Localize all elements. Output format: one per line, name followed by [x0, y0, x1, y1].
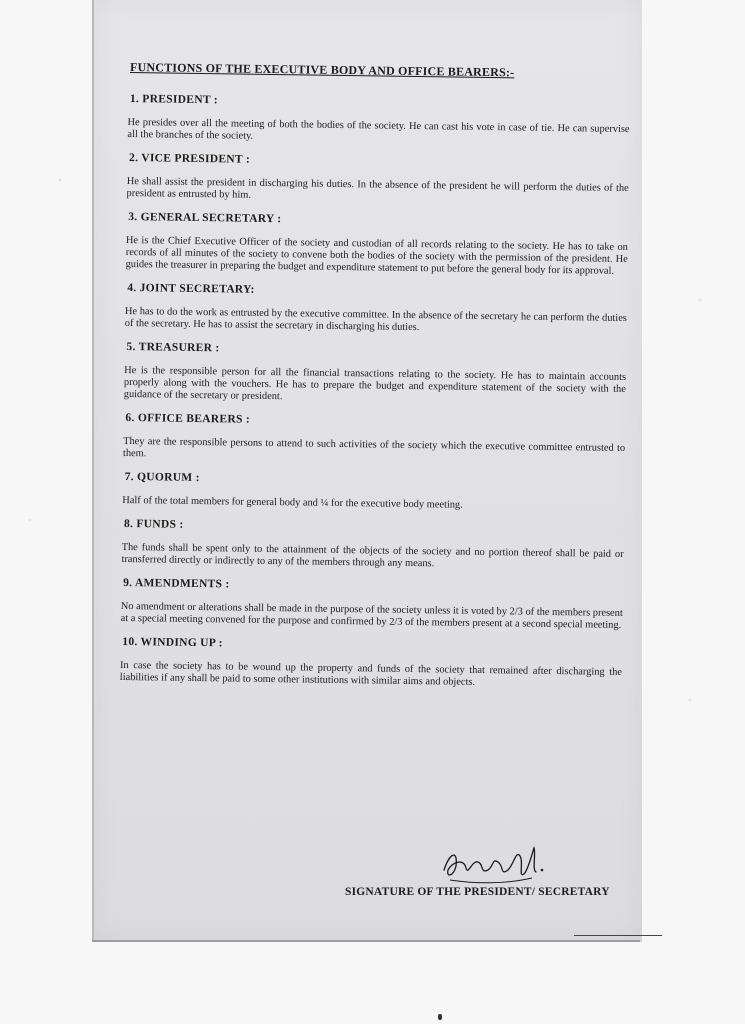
divider-line	[574, 935, 662, 936]
section-heading: 5. TREASURER :	[126, 341, 220, 355]
sheet-edge	[92, 940, 640, 942]
section-text: They are the responsible persons to attend to such activities of the society which the executive committee entrusted to them.	[122, 435, 626, 460]
section-amendments	[121, 577, 624, 632]
section-text: He is the responsible person for all the financial transactions relating to the society. He has to maintain accounts properly along with the vouchers. He has to prepare the budget and expenditure statement of the society with the guidance of the secretary or president.	[123, 364, 627, 403]
section-quorum	[122, 471, 624, 514]
section-office-bearers	[123, 412, 626, 467]
section-heading: 9. AMENDMENTS :	[123, 576, 230, 591]
section-joint-secretary	[125, 282, 628, 337]
section-treasurer	[124, 341, 627, 408]
section-general-secretary	[126, 211, 629, 278]
section-text: He is the Chief Executive Officer of the society and custodian of all records relating to the society. He has to take on records of all minutes of the society to convene both the bodies of the society with the permission of the president. He guides the treasurer in preparing the budget and expenditure statement to put before the general body for its approval.	[125, 234, 628, 277]
section-funds	[121, 518, 624, 573]
section-vice-president	[127, 152, 630, 207]
section-heading: 2. VICE PRESIDENT :	[129, 152, 251, 166]
section-text: The funds shall be spent only to the attainment of the objects of the society and no portion thereof shall be paid or transferred directly or indirectly to any of the members through any means.	[121, 541, 624, 570]
section-heading: 1. PRESIDENT :	[129, 93, 219, 107]
section-heading: 7. QUORUM :	[124, 470, 200, 485]
document-title: FUNCTIONS OF THE EXECUTIVE BODY AND OFFICE BEARERS:-	[129, 60, 515, 80]
section-text: Half of the total members for general body and ¼ for the executive body meeting.	[122, 494, 463, 511]
section-heading: 3. GENERAL SECRETARY :	[128, 211, 282, 226]
handwritten-signature	[436, 840, 556, 890]
section-heading: 6. OFFICE BEARERS :	[125, 411, 251, 426]
document-body	[120, 93, 630, 702]
section-text: No amendment or alterations shall be made in the purpose of the society unless it is voted by 2/3 of the members present at a special meeting convened for the purpose and confirmed by 2/3 of the members present at a second special meeting.	[120, 600, 623, 631]
section-heading: 8. FUNDS :	[123, 517, 184, 531]
section-text: In case the society has to be wound up the property and funds of the society that remained after discharging the liabilities if any shall be paid to some other institutions with similar aims and objects.	[119, 659, 623, 688]
signature-caption: SIGNATURE OF THE PRESIDENT/ SECRETARY	[345, 886, 610, 898]
section-text: He presides over all the meeting of both the bodies of the society. He can cast his vote in case of tie. He can supervise all the branches of the society.	[127, 116, 630, 142]
section-text: He shall assist the president in discharging his duties. In the absence of the president he will perform the duties of the president as entrusted by him.	[126, 175, 629, 201]
section-heading: 4. JOINT SECRETARY:	[127, 282, 255, 296]
section-winding-up	[120, 636, 623, 691]
section-text: He has to do the work as entrusted by the executive committee. In the absence of the secretary he can perform the duties of the secretary. He has to assist the secretary in discharging his duties.	[124, 305, 627, 334]
section-president	[127, 93, 630, 148]
scan-mark	[438, 1014, 442, 1020]
section-heading: 10. WINDING UP :	[122, 635, 223, 650]
